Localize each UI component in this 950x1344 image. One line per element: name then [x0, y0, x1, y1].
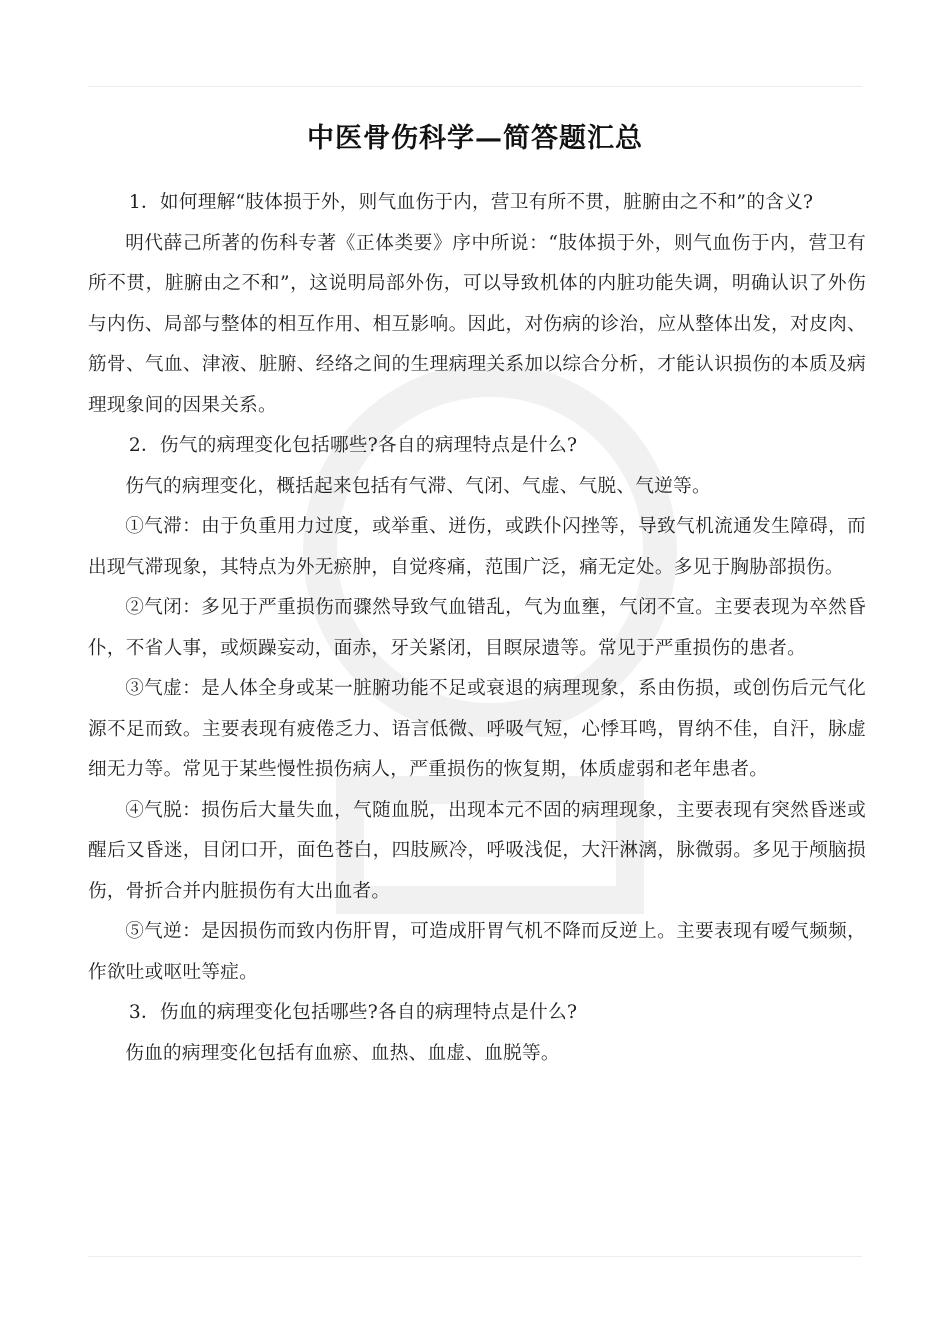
question-1: 1．如何理解“肢体损于外，则气血伤于内，营卫有所不贯，脏腑由之不和”的含义?: [128, 192, 814, 213]
answer-2-item-qini: ⑤气逆：是因损伤而致内伤肝胃，可造成肝胃气机不降而反逆上。主要表现有嗳气频频，作欲吐或呕吐等症。: [88, 921, 866, 983]
top-rule: [88, 86, 862, 87]
answer-1-paragraph: 明代薛己所著的伤科专著《正体类要》序中所说：“肢体损于外，则气血伤于内，营卫有所不贯，脏腑由之不和”，这说明局部外伤，可以导致机体的内脏功能失调，明确认识了外伤与内伤、局部与整体的相互作用、相互影响。因此，对伤病的诊治，应从整体出发，对皮肉、筋骨、气血、津液、脏腑、经络之间的生理病理关系加以综合分析，才能认识损伤的本质及病理现象间的因果关系。: [88, 232, 866, 416]
answer-2-item-qituo: ④气脱：损伤后大量失血，气随血脱，出现本元不固的病理现象，主要表现有突然昏迷或醒后又昏迷，目闭口开，面色苍白，四肢厥冷，呼吸浅促，大汗淋漓，脉微弱。多见于颅脑损伤，骨折合并内脏损伤有大出血者。: [88, 799, 866, 902]
question-2: 2．伤气的病理变化包括哪些?各自的病理特点是什么?: [128, 435, 578, 456]
page-title: 中医骨伤科学—简答题汇总: [307, 123, 643, 154]
answer-2-item-qizhi: ①气滞：由于负重用力过度，或举重、迸伤，或跌仆闪挫等，导致气机流通发生障碍，而出现气滞现象，其特点为外无瘀肿，自觉疼痛，范围广泛，痛无定处。多见于胸胁部损伤。: [88, 516, 866, 578]
answer-2-item-qixu: ③气虚：是人体全身或某一脏腑功能不足或衰退的病理现象，系由伤损，或创伤后元气化源不足而致。主要表现有疲倦乏力、语言低微、呼吸气短，心悸耳鸣，胃纳不佳，自汗，脉虚细无力等。常见于某些慢性损伤病人，严重损伤的恢复期，体质虚弱和老年患者。: [88, 678, 866, 780]
bottom-rule: [88, 1256, 862, 1257]
answer-2-item-qibi: ②气闭：多见于严重损伤而骤然导致气血错乱，气为血壅，气闭不宣。主要表现为卒然昏仆，不省人事，或烦躁妄动，面赤，牙关紧闭，目瞑尿遗等。常见于严重损伤的患者。: [88, 597, 866, 659]
question-3: 3．伤血的病理变化包括哪些?各自的病理特点是什么?: [128, 1002, 578, 1023]
answer-2-intro: 伤气的病理变化，概括起来包括有气滞、气闭、气虚、气脱、气逆等。: [125, 475, 711, 497]
document-body: [88, 183, 866, 1074]
answer-3-intro: 伤血的病理变化包括有血瘀、血热、血虚、血脱等。: [125, 1042, 560, 1064]
